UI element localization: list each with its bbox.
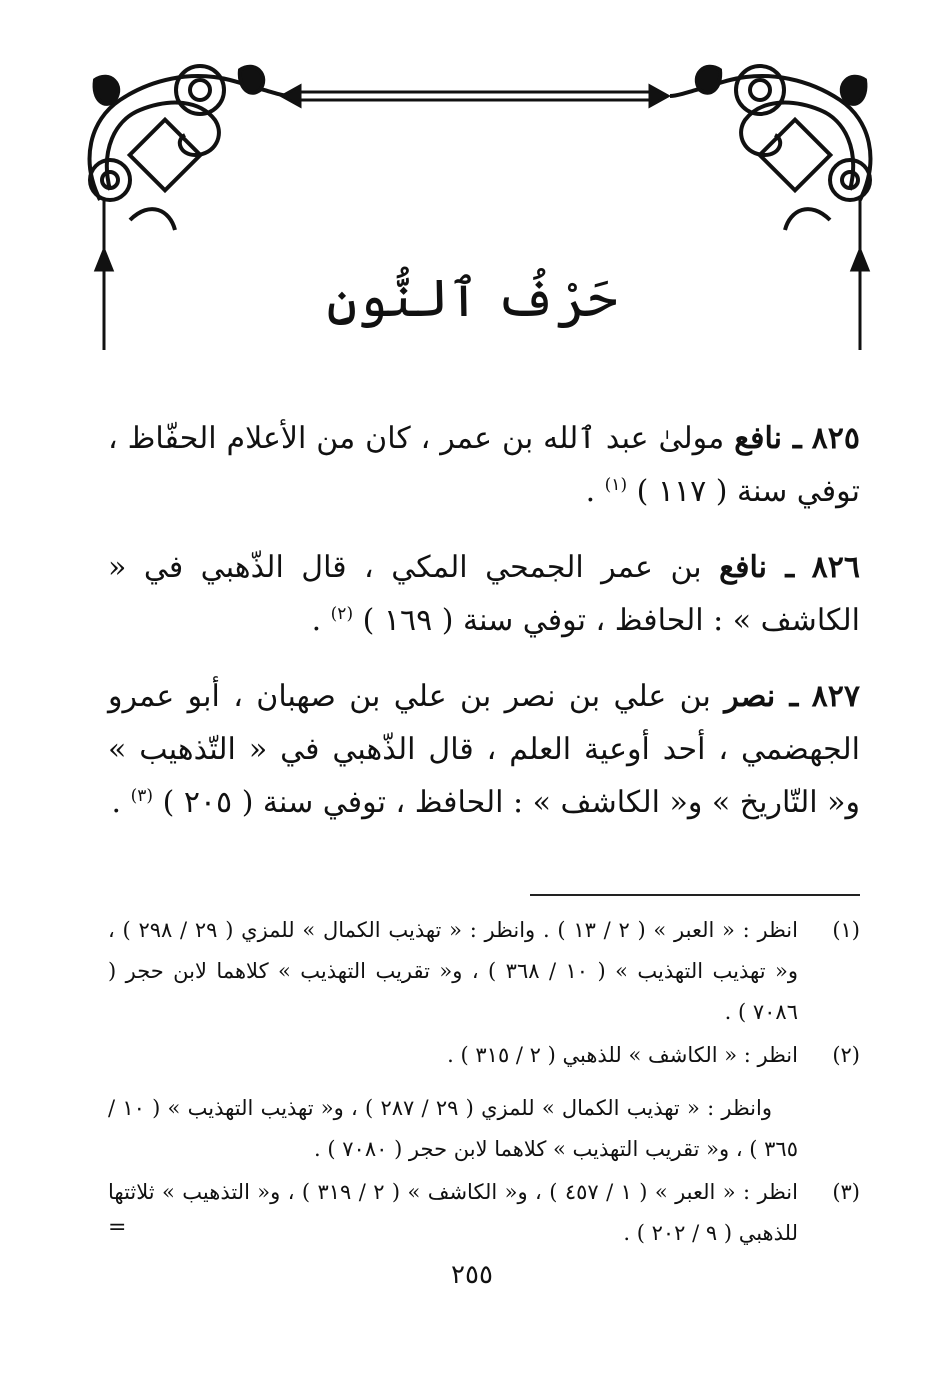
entry: ٨٢٥ ـ نافع مولىٰ عبد ٱلله بن عمر ، كان من الأعلام الحفّاظ ، توفي سنة ( ١١٧ ) $^{(١)}$ . bbox=[108, 421, 860, 510]
entry-name: نافع bbox=[734, 421, 782, 456]
footnote bbox=[108, 1035, 860, 1076]
entry-number: ٨٢٧ bbox=[811, 678, 861, 714]
footnote-separator bbox=[530, 894, 860, 896]
entry-text: بن علي بن نصر بن علي بن صهبان ، أبو عمرو الجهضمي ، أحد أوعية العلم ، قال الذّهبي في « التّذهيب » و« التّاريخ » و« الكاشف » : الحافظ ، توفي سنة ( ٢٠٥ ) bbox=[108, 678, 860, 821]
entry-number: ٨٢٥ bbox=[811, 421, 860, 456]
footnote-text: انظر : « العبر » ( ٢ / ١٣ ) . وانظر : « تهذيب الكمال » للمزي ( ٢٩ / ٢٩٨ ) ، و« تهذيب التهذيب » ( ١٠ / ٣٦٨ ) ، و« تقريب التهذيب » كلاهما لابن حجر ( ٧٠٨٦ ) . bbox=[108, 918, 798, 1024]
entry-number: ٨٢٦ bbox=[811, 549, 860, 585]
entry-name: نافع bbox=[719, 549, 767, 585]
right-corner-ornament bbox=[670, 66, 870, 230]
left-corner-ornament bbox=[90, 66, 290, 230]
page-number: ٢٥٥ bbox=[451, 1260, 493, 1290]
footnote bbox=[108, 1172, 860, 1254]
footnotes bbox=[108, 910, 860, 1256]
footnote-ref[interactable]: (١) bbox=[604, 475, 628, 496]
footnote-text: انظر : « الكاشف » للذهبي ( ٢ / ٣١٥ ) . bbox=[447, 1042, 798, 1067]
entry-name: نصر bbox=[724, 678, 776, 714]
footnote-continuation bbox=[108, 1088, 860, 1170]
entry: ٨٢٦ ـ نافع بن عمر الجمحي المكي ، قال الذّهبي في « الكاشف » : الحافظ ، توفي سنة ( ١٦٩ ) $^{(٢)}$ . bbox=[108, 549, 860, 639]
footnote bbox=[108, 910, 860, 1033]
footnote-ref[interactable]: (٢) bbox=[330, 604, 354, 625]
entry-text: مولىٰ عبد ٱلله بن عمر ، كان من الأعلام الحفّاظ ، توفي سنة ( ١١٧ ) bbox=[108, 421, 860, 510]
entry-text: بن عمر الجمحي المكي ، قال الذّهبي في « الكاشف » : الحافظ ، توفي سنة ( ١٦٩ ) bbox=[108, 549, 860, 639]
footnote-ref[interactable]: (٣) bbox=[130, 786, 154, 807]
entry: ٨٢٧ ـ نصر بن علي بن نصر بن علي بن صهبان ، أبو عمرو الجهضمي ، أحد أوعية العلم ، قال الذّهبي في « التّذهيب » و« التّاريخ » و« الكاشف » : الحافظ ، توفي سنة ( ٢٠٥ ) $^{(٣)}$ . bbox=[108, 678, 861, 821]
entries-list bbox=[108, 412, 860, 852]
footnote-text: وانظر : « تهذيب الكمال » للمزي ( ٢٩ / ٢٨٧ ) ، و« تهذيب التهذيب » ( ١٠ / ٣٦٥ ) ، و« تقريب التهذيب » كلاهما لابن حجر ( ٧٠٨٠ ) . bbox=[108, 1095, 798, 1161]
footnote-number: (٣) bbox=[832, 1179, 860, 1204]
footnote-number: (١) bbox=[832, 918, 860, 942]
footnote-number: (٢) bbox=[832, 1042, 860, 1067]
chapter-title: حَرْفُ ٱلنُّونِ bbox=[326, 269, 618, 329]
footnote-text: انظر : « العبر » ( ١ / ٤٥٧ ) ، و« الكاشف » ( ٢ / ٣١٩ ) ، و« التذهيب » ثلاثتها للذهبي ( ٩ / ٢٠٢ ) . bbox=[108, 1179, 798, 1245]
continuation-mark: = bbox=[108, 1214, 127, 1240]
